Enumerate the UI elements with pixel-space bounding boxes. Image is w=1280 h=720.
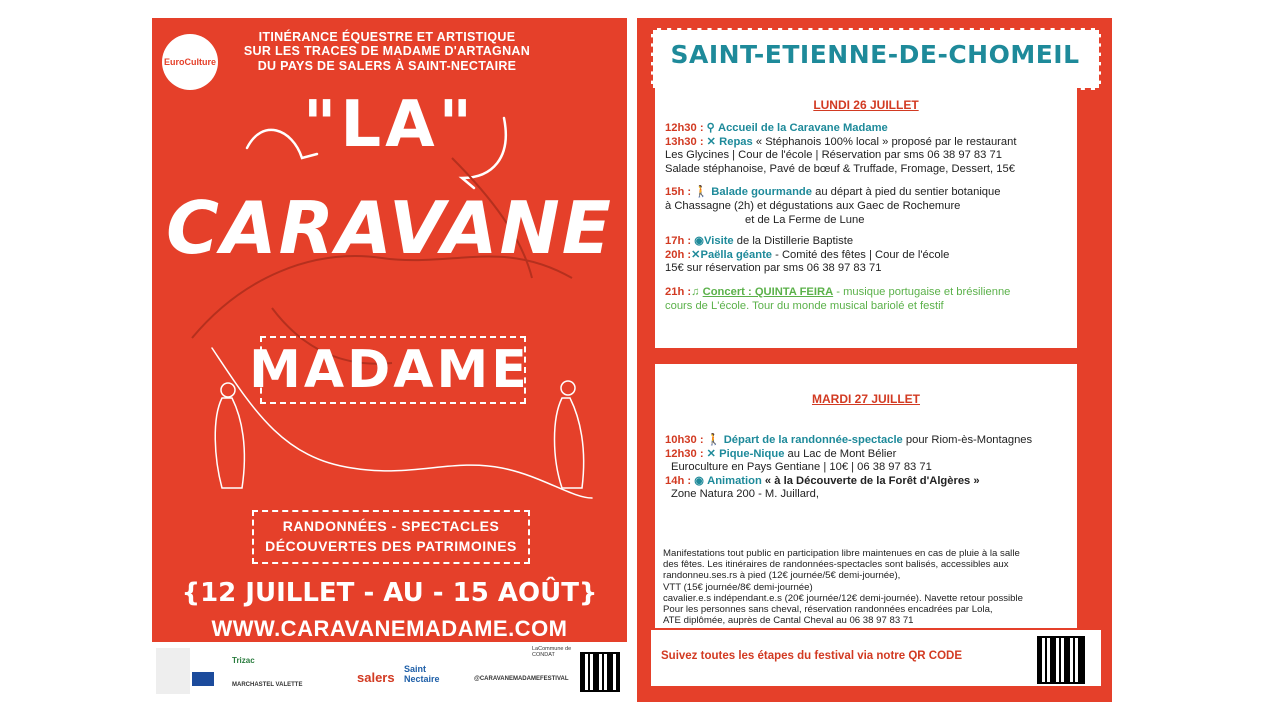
program-line: 20h :✕Paëlla géante - Comité des fêtes | Cour de l'école bbox=[665, 248, 950, 261]
partners-footer bbox=[152, 642, 627, 702]
cutlery-icon: ✕ bbox=[691, 248, 701, 261]
music-icon: ♫ bbox=[691, 285, 700, 298]
qr-call-to-action: Suivez toutes les étapes du festival via notre QR CODE bbox=[661, 650, 963, 662]
header-line-3: DU PAYS DE SALERS À SAINT-NECTAIRE bbox=[257, 59, 517, 73]
program-line: Zone Natura 200 - M. Juillard, bbox=[671, 488, 819, 501]
program-line: 15€ sur réservation par sms 06 38 97 83 71 bbox=[665, 262, 882, 275]
walker-icon: 🚶 bbox=[694, 186, 709, 199]
poster-front bbox=[152, 18, 627, 702]
town-name: SAINT-ETIENNE-DE-CHOMEIL bbox=[670, 40, 1080, 69]
day1-title: LUNDI 26 JUILLET bbox=[813, 98, 919, 112]
event-dates: {12 JUILLET - AU - 15 AOÛT} bbox=[181, 578, 598, 608]
program-line: et de La Ferme de Lune bbox=[745, 213, 865, 226]
day1-program bbox=[665, 122, 1085, 313]
partner-salers: salers bbox=[357, 670, 395, 685]
subtitle-line-2: DÉCOUVERTES DES PATRIMOINES bbox=[265, 538, 517, 554]
subtitle-line-1: RANDONNÉES - SPECTACLES bbox=[282, 518, 500, 534]
partner-trizac: Trizac bbox=[232, 656, 255, 665]
day2-program bbox=[665, 434, 1085, 502]
program-line: Les Glycines | Cour de l'école | Réservation par sms 06 38 97 83 71 bbox=[665, 149, 1002, 162]
practical-notes: Manifestations tout public en participation libre maintenues en cas de pluie à la salle des fêtes. Les itinéraires de randonnées-spectacles sont balisés, accessibles aux randonneu.ses.rs à pied (12€ journée/5€ demi-journée), VTT (15€ journée/8€ demi-journée) cavalier.e.s indépendant.e.s (20€ journée/12€ demi-journée). Navette retour possible Pour les personnes sans cheval, réservation randonnées encadrées par Lola, ATE diplômée, auprès de Cantal Cheval au 06 38 97 83 71 bbox=[663, 548, 1023, 627]
partner-saint-nectaire: Saint Nectaire bbox=[404, 664, 440, 684]
eu-flag-icon bbox=[192, 672, 214, 686]
program-line: Salade stéphanoise, Pavé de bœuf & Truffade, Fromage, Dessert, 15€ bbox=[665, 162, 1015, 175]
qr-code-icon[interactable] bbox=[580, 652, 620, 692]
program-line: 12h30 : ✕ Pique-Nique au Lac de Mont Bélier bbox=[665, 447, 897, 460]
program-line: 21h :♫ Concert : QUINTA FEIRA - musique portugaise et brésilienne bbox=[665, 285, 1011, 298]
partner-condat: LaCommune de CONDAT bbox=[532, 646, 572, 658]
header-line-1: ITINÉRANCE ÉQUESTRE ET ARTISTIQUE bbox=[258, 30, 516, 44]
euroculture-logo: EuroCulture bbox=[162, 34, 218, 90]
day2-title: MARDI 27 JUILLET bbox=[811, 392, 920, 406]
program-line: 12h30 : ⚲ Accueil de la Caravane Madame bbox=[665, 122, 888, 134]
header-line-2: SUR LES TRACES DE MADAME D'ARTAGNAN bbox=[243, 44, 531, 58]
social-handle: @CARAVANEMADAMEFESTIVAL bbox=[474, 676, 569, 682]
program-line: à Chassagne (2h) et dégustations aux Gaec de Rochemure bbox=[665, 199, 961, 212]
program-line: cours de L'école. Tour du monde musical bariolé et festif bbox=[665, 299, 944, 312]
title-la: "LA" bbox=[303, 88, 476, 162]
walker-icon: 🚶 bbox=[706, 434, 721, 446]
poster-back bbox=[637, 18, 1112, 702]
title-caravane: CARAVANE bbox=[166, 186, 613, 270]
program-line: 10h30 : 🚶 Départ de la randonnée-spectacle pour Riom-ès-Montagnes bbox=[665, 434, 1033, 446]
title-madame: MADAME bbox=[249, 340, 530, 400]
cutlery-icon: ✕ bbox=[706, 135, 717, 148]
location-pin-icon: ⚲ bbox=[706, 122, 715, 134]
program-line: 15h : 🚶 Balade gourmande au départ à pied du sentier botanique bbox=[665, 186, 1001, 199]
eye-icon: ◉ bbox=[694, 474, 704, 487]
program-line: 17h : ◉Visite de la Distillerie Baptiste bbox=[665, 235, 854, 248]
eye-icon: ◉ bbox=[694, 235, 704, 248]
eu-text-block bbox=[156, 648, 190, 694]
website-url[interactable]: WWW.CARAVANEMADAME.COM bbox=[211, 616, 568, 641]
qr-code-icon[interactable] bbox=[1037, 636, 1085, 684]
cutlery-icon: ✕ bbox=[706, 447, 717, 460]
program-line: Euroculture en Pays Gentiane | 10€ | 06 38 97 83 71 bbox=[671, 461, 932, 474]
program-line: 13h30 : ✕ Repas « Stéphanois 100% local » proposé par le restaurant bbox=[665, 135, 1017, 148]
partner-marchastel: MARCHASTEL VALETTE bbox=[232, 682, 303, 688]
program-line: 14h : ◉ Animation « à la Découverte de la Forêt d'Algères » bbox=[665, 474, 980, 487]
